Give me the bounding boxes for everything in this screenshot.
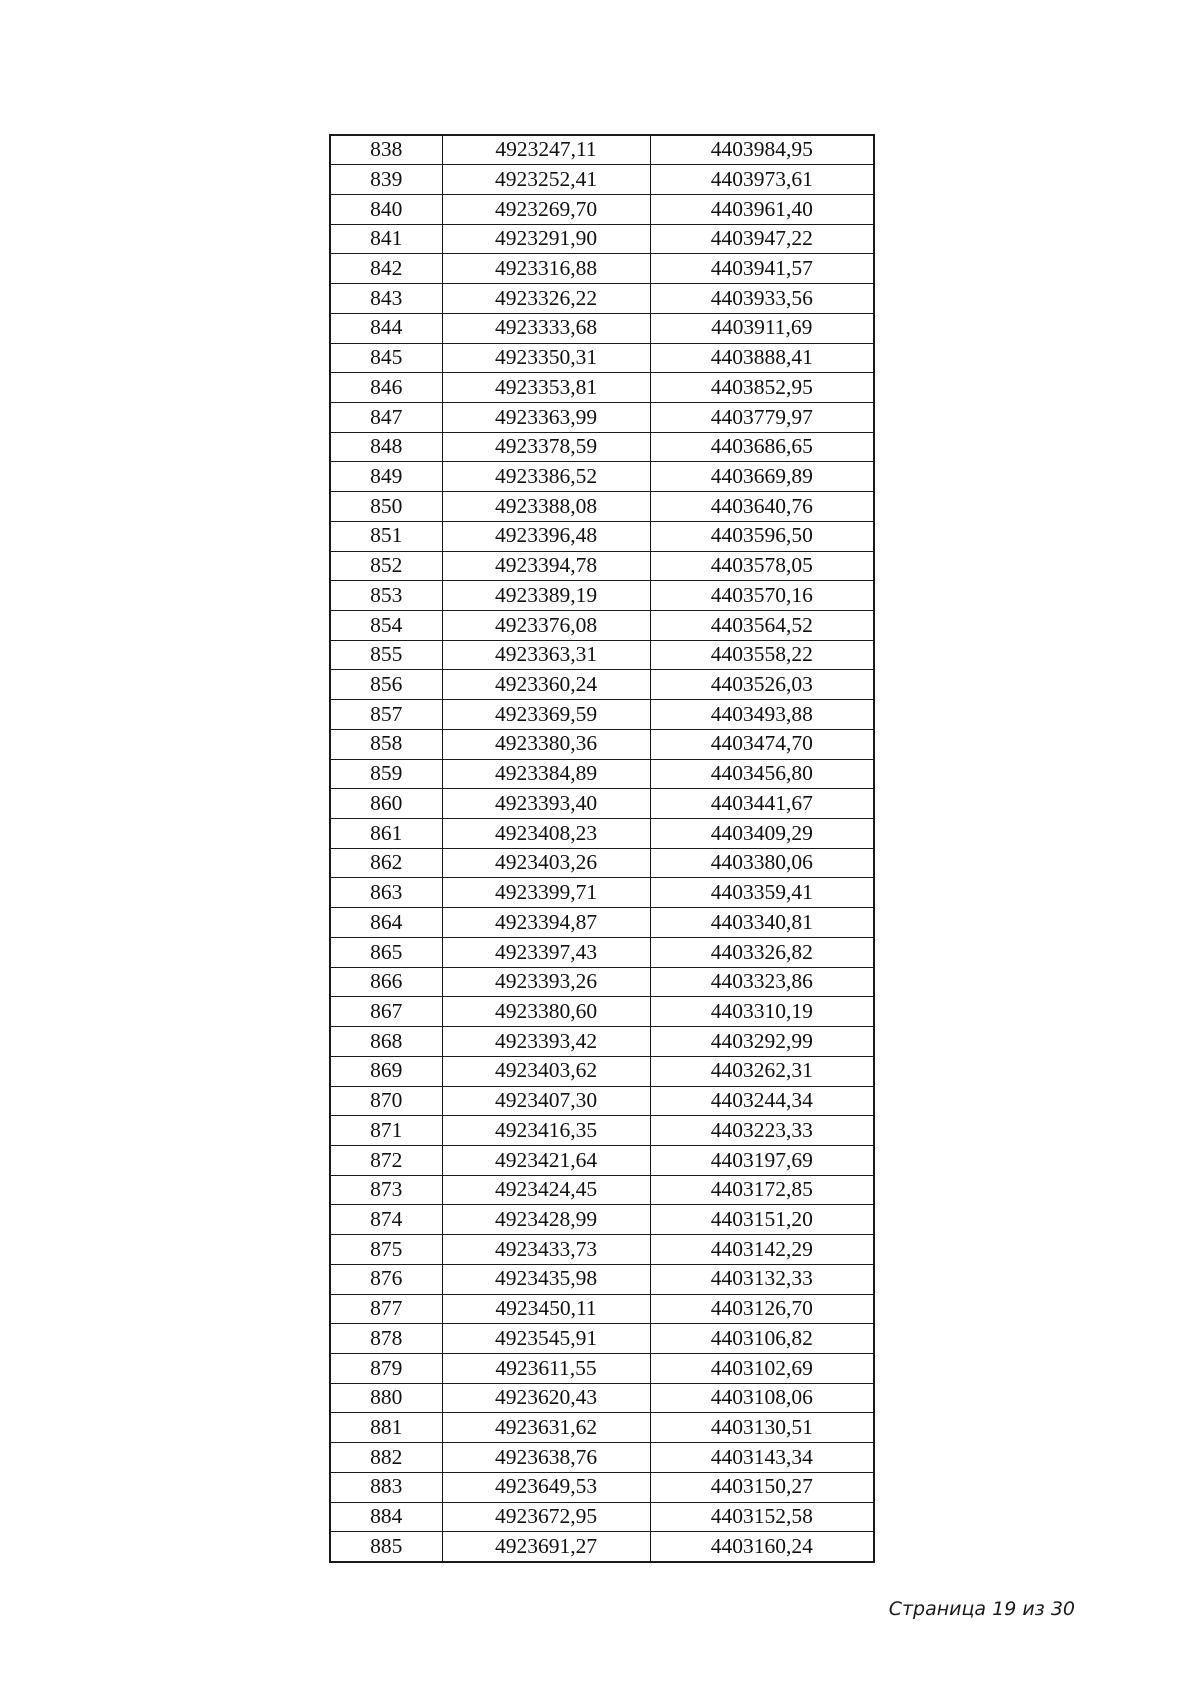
point-number-cell: 861 xyxy=(330,819,442,849)
y-coordinate-cell: 4403973,61 xyxy=(650,165,874,195)
x-coordinate-cell: 4923394,78 xyxy=(442,551,650,581)
y-coordinate-cell: 4403474,70 xyxy=(650,729,874,759)
point-number-cell: 866 xyxy=(330,967,442,997)
point-number-cell: 884 xyxy=(330,1502,442,1532)
x-coordinate-cell: 4923350,31 xyxy=(442,343,650,373)
x-coordinate-cell: 4923397,43 xyxy=(442,937,650,967)
point-number-cell: 859 xyxy=(330,759,442,789)
x-coordinate-cell: 4923421,64 xyxy=(442,1145,650,1175)
y-coordinate-cell: 4403102,69 xyxy=(650,1353,874,1383)
coordinates-table xyxy=(329,134,875,1563)
x-coordinate-cell: 4923428,99 xyxy=(442,1205,650,1235)
y-coordinate-cell: 4403456,80 xyxy=(650,759,874,789)
y-coordinate-cell: 4403888,41 xyxy=(650,343,874,373)
x-coordinate-cell: 4923424,45 xyxy=(442,1175,650,1205)
y-coordinate-cell: 4403326,82 xyxy=(650,937,874,967)
y-coordinate-cell: 4403160,24 xyxy=(650,1532,874,1562)
x-coordinate-cell: 4923399,71 xyxy=(442,878,650,908)
point-number-cell: 862 xyxy=(330,848,442,878)
point-number-cell: 838 xyxy=(330,135,442,165)
table-row xyxy=(330,521,874,551)
point-number-cell: 844 xyxy=(330,313,442,343)
point-number-cell: 881 xyxy=(330,1413,442,1443)
y-coordinate-cell: 4403152,58 xyxy=(650,1502,874,1532)
y-coordinate-cell: 4403172,85 xyxy=(650,1175,874,1205)
table-row xyxy=(330,1264,874,1294)
y-coordinate-cell: 4403961,40 xyxy=(650,194,874,224)
point-number-cell: 867 xyxy=(330,997,442,1027)
x-coordinate-cell: 4923269,70 xyxy=(442,194,650,224)
y-coordinate-cell: 4403359,41 xyxy=(650,878,874,908)
table-row xyxy=(330,1443,874,1473)
point-number-cell: 849 xyxy=(330,462,442,492)
table-row xyxy=(330,373,874,403)
y-coordinate-cell: 4403409,29 xyxy=(650,819,874,849)
point-number-cell: 851 xyxy=(330,521,442,551)
x-coordinate-cell: 4923393,26 xyxy=(442,967,650,997)
table-row xyxy=(330,313,874,343)
table-row xyxy=(330,848,874,878)
point-number-cell: 853 xyxy=(330,581,442,611)
y-coordinate-cell: 4403941,57 xyxy=(650,254,874,284)
coordinates-table-body xyxy=(330,135,874,1562)
x-coordinate-cell: 4923252,41 xyxy=(442,165,650,195)
page-number-footer: Страница 19 из 30 xyxy=(888,1598,1075,1620)
x-coordinate-cell: 4923620,43 xyxy=(442,1383,650,1413)
x-coordinate-cell: 4923450,11 xyxy=(442,1294,650,1324)
y-coordinate-cell: 4403558,22 xyxy=(650,640,874,670)
x-coordinate-cell: 4923403,62 xyxy=(442,1056,650,1086)
table-row xyxy=(330,1027,874,1057)
x-coordinate-cell: 4923380,60 xyxy=(442,997,650,1027)
y-coordinate-cell: 4403126,70 xyxy=(650,1294,874,1324)
x-coordinate-cell: 4923638,76 xyxy=(442,1443,650,1473)
x-coordinate-cell: 4923649,53 xyxy=(442,1472,650,1502)
y-coordinate-cell: 4403947,22 xyxy=(650,224,874,254)
table-row xyxy=(330,1056,874,1086)
point-number-cell: 878 xyxy=(330,1324,442,1354)
table-row xyxy=(330,967,874,997)
x-coordinate-cell: 4923433,73 xyxy=(442,1235,650,1265)
point-number-cell: 875 xyxy=(330,1235,442,1265)
table-row xyxy=(330,194,874,224)
table-row xyxy=(330,759,874,789)
table-row xyxy=(330,165,874,195)
table-row xyxy=(330,1413,874,1443)
y-coordinate-cell: 4403262,31 xyxy=(650,1056,874,1086)
point-number-cell: 860 xyxy=(330,789,442,819)
point-number-cell: 855 xyxy=(330,640,442,670)
x-coordinate-cell: 4923369,59 xyxy=(442,700,650,730)
point-number-cell: 883 xyxy=(330,1472,442,1502)
table-row xyxy=(330,1235,874,1265)
table-row xyxy=(330,1324,874,1354)
table-row xyxy=(330,135,874,165)
table-row xyxy=(330,878,874,908)
x-coordinate-cell: 4923326,22 xyxy=(442,284,650,314)
x-coordinate-cell: 4923353,81 xyxy=(442,373,650,403)
x-coordinate-cell: 4923247,11 xyxy=(442,135,650,165)
table-row xyxy=(330,343,874,373)
y-coordinate-cell: 4403150,27 xyxy=(650,1472,874,1502)
x-coordinate-cell: 4923380,36 xyxy=(442,729,650,759)
point-number-cell: 846 xyxy=(330,373,442,403)
point-number-cell: 854 xyxy=(330,611,442,641)
point-number-cell: 873 xyxy=(330,1175,442,1205)
y-coordinate-cell: 4403143,34 xyxy=(650,1443,874,1473)
table-row xyxy=(330,1145,874,1175)
table-row xyxy=(330,1294,874,1324)
table-row xyxy=(330,581,874,611)
x-coordinate-cell: 4923403,26 xyxy=(442,848,650,878)
y-coordinate-cell: 4403686,65 xyxy=(650,432,874,462)
y-coordinate-cell: 4403323,86 xyxy=(650,967,874,997)
y-coordinate-cell: 4403526,03 xyxy=(650,670,874,700)
x-coordinate-cell: 4923291,90 xyxy=(442,224,650,254)
y-coordinate-cell: 4403984,95 xyxy=(650,135,874,165)
y-coordinate-cell: 4403197,69 xyxy=(650,1145,874,1175)
table-row xyxy=(330,670,874,700)
point-number-cell: 877 xyxy=(330,1294,442,1324)
point-number-cell: 841 xyxy=(330,224,442,254)
x-coordinate-cell: 4923611,55 xyxy=(442,1353,650,1383)
y-coordinate-cell: 4403132,33 xyxy=(650,1264,874,1294)
point-number-cell: 850 xyxy=(330,492,442,522)
y-coordinate-cell: 4403380,06 xyxy=(650,848,874,878)
table-row xyxy=(330,997,874,1027)
point-number-cell: 863 xyxy=(330,878,442,908)
table-row xyxy=(330,551,874,581)
x-coordinate-cell: 4923672,95 xyxy=(442,1502,650,1532)
y-coordinate-cell: 4403578,05 xyxy=(650,551,874,581)
x-coordinate-cell: 4923435,98 xyxy=(442,1264,650,1294)
x-coordinate-cell: 4923388,08 xyxy=(442,492,650,522)
point-number-cell: 842 xyxy=(330,254,442,284)
y-coordinate-cell: 4403108,06 xyxy=(650,1383,874,1413)
point-number-cell: 871 xyxy=(330,1116,442,1146)
table-row xyxy=(330,819,874,849)
point-number-cell: 876 xyxy=(330,1264,442,1294)
point-number-cell: 858 xyxy=(330,729,442,759)
y-coordinate-cell: 4403340,81 xyxy=(650,908,874,938)
x-coordinate-cell: 4923545,91 xyxy=(442,1324,650,1354)
table-row xyxy=(330,1175,874,1205)
table-row xyxy=(330,1383,874,1413)
x-coordinate-cell: 4923691,27 xyxy=(442,1532,650,1562)
y-coordinate-cell: 4403933,56 xyxy=(650,284,874,314)
y-coordinate-cell: 4403130,51 xyxy=(650,1413,874,1443)
table-row xyxy=(330,1472,874,1502)
point-number-cell: 845 xyxy=(330,343,442,373)
x-coordinate-cell: 4923316,88 xyxy=(442,254,650,284)
x-coordinate-cell: 4923393,40 xyxy=(442,789,650,819)
point-number-cell: 865 xyxy=(330,937,442,967)
y-coordinate-cell: 4403151,20 xyxy=(650,1205,874,1235)
x-coordinate-cell: 4923394,87 xyxy=(442,908,650,938)
y-coordinate-cell: 4403669,89 xyxy=(650,462,874,492)
point-number-cell: 868 xyxy=(330,1027,442,1057)
y-coordinate-cell: 4403441,67 xyxy=(650,789,874,819)
table-row xyxy=(330,611,874,641)
point-number-cell: 848 xyxy=(330,432,442,462)
table-row xyxy=(330,284,874,314)
y-coordinate-cell: 4403106,82 xyxy=(650,1324,874,1354)
y-coordinate-cell: 4403310,19 xyxy=(650,997,874,1027)
x-coordinate-cell: 4923378,59 xyxy=(442,432,650,462)
y-coordinate-cell: 4403292,99 xyxy=(650,1027,874,1057)
table-row xyxy=(330,224,874,254)
x-coordinate-cell: 4923363,99 xyxy=(442,402,650,432)
point-number-cell: 852 xyxy=(330,551,442,581)
x-coordinate-cell: 4923407,30 xyxy=(442,1086,650,1116)
point-number-cell: 885 xyxy=(330,1532,442,1562)
table-row xyxy=(330,1532,874,1562)
x-coordinate-cell: 4923384,89 xyxy=(442,759,650,789)
y-coordinate-cell: 4403570,16 xyxy=(650,581,874,611)
point-number-cell: 880 xyxy=(330,1383,442,1413)
y-coordinate-cell: 4403779,97 xyxy=(650,402,874,432)
point-number-cell: 856 xyxy=(330,670,442,700)
point-number-cell: 839 xyxy=(330,165,442,195)
table-row xyxy=(330,640,874,670)
table-row xyxy=(330,1502,874,1532)
y-coordinate-cell: 4403142,29 xyxy=(650,1235,874,1265)
point-number-cell: 869 xyxy=(330,1056,442,1086)
point-number-cell: 872 xyxy=(330,1145,442,1175)
x-coordinate-cell: 4923386,52 xyxy=(442,462,650,492)
table-row xyxy=(330,492,874,522)
table-row xyxy=(330,789,874,819)
y-coordinate-cell: 4403244,34 xyxy=(650,1086,874,1116)
x-coordinate-cell: 4923631,62 xyxy=(442,1413,650,1443)
y-coordinate-cell: 4403564,52 xyxy=(650,611,874,641)
table-row xyxy=(330,462,874,492)
x-coordinate-cell: 4923393,42 xyxy=(442,1027,650,1057)
table-row xyxy=(330,432,874,462)
table-row xyxy=(330,937,874,967)
x-coordinate-cell: 4923389,19 xyxy=(442,581,650,611)
table-row xyxy=(330,1205,874,1235)
y-coordinate-cell: 4403852,95 xyxy=(650,373,874,403)
point-number-cell: 847 xyxy=(330,402,442,432)
x-coordinate-cell: 4923416,35 xyxy=(442,1116,650,1146)
point-number-cell: 843 xyxy=(330,284,442,314)
y-coordinate-cell: 4403493,88 xyxy=(650,700,874,730)
table-row xyxy=(330,700,874,730)
table-row xyxy=(330,254,874,284)
point-number-cell: 864 xyxy=(330,908,442,938)
x-coordinate-cell: 4923360,24 xyxy=(442,670,650,700)
point-number-cell: 857 xyxy=(330,700,442,730)
table-row xyxy=(330,1116,874,1146)
x-coordinate-cell: 4923363,31 xyxy=(442,640,650,670)
table-row xyxy=(330,729,874,759)
y-coordinate-cell: 4403223,33 xyxy=(650,1116,874,1146)
table-row xyxy=(330,1086,874,1116)
point-number-cell: 879 xyxy=(330,1353,442,1383)
y-coordinate-cell: 4403596,50 xyxy=(650,521,874,551)
x-coordinate-cell: 4923396,48 xyxy=(442,521,650,551)
x-coordinate-cell: 4923333,68 xyxy=(442,313,650,343)
y-coordinate-cell: 4403911,69 xyxy=(650,313,874,343)
x-coordinate-cell: 4923376,08 xyxy=(442,611,650,641)
y-coordinate-cell: 4403640,76 xyxy=(650,492,874,522)
point-number-cell: 882 xyxy=(330,1443,442,1473)
x-coordinate-cell: 4923408,23 xyxy=(442,819,650,849)
point-number-cell: 870 xyxy=(330,1086,442,1116)
table-row xyxy=(330,402,874,432)
point-number-cell: 874 xyxy=(330,1205,442,1235)
table-row xyxy=(330,1353,874,1383)
table-row xyxy=(330,908,874,938)
point-number-cell: 840 xyxy=(330,194,442,224)
